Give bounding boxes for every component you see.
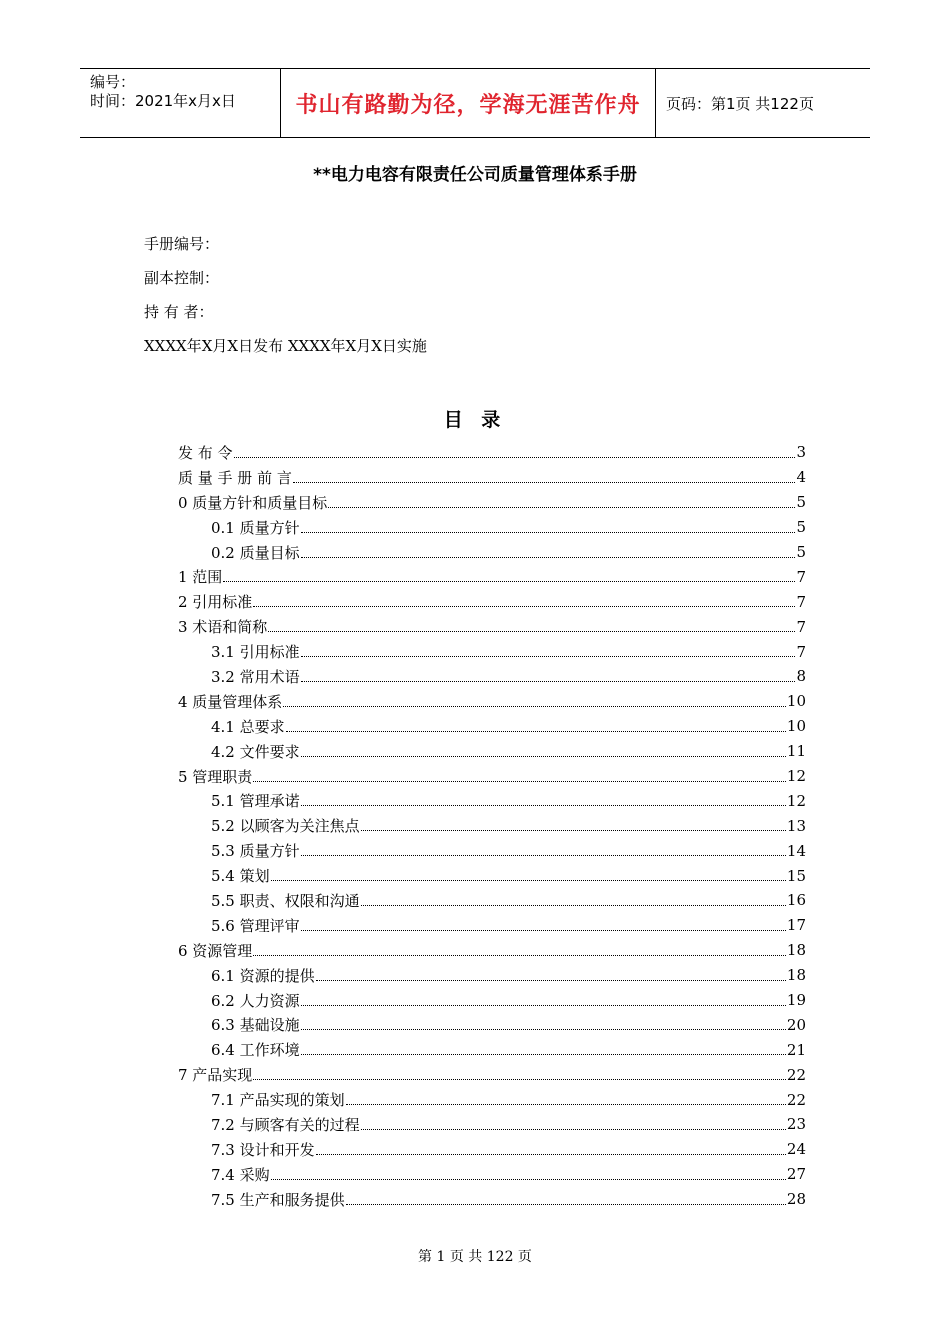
toc-entry-label: 4.2 文件要求 — [211, 742, 300, 761]
toc-entry[interactable] — [178, 564, 806, 589]
toc-entry[interactable] — [178, 813, 806, 838]
toc-leader-dots — [361, 905, 786, 906]
toc-leader-dots — [271, 1179, 786, 1180]
toc-leader-dots — [301, 1054, 786, 1055]
toc-entry-label: 6 资源管理 — [178, 941, 253, 960]
toc-entry-label: 5 管理职责 — [178, 767, 253, 786]
toc-entry[interactable] — [178, 788, 806, 813]
toc-entry-page: 21 — [786, 1040, 806, 1059]
toc-leader-dots — [301, 805, 786, 806]
toc-entry[interactable] — [178, 639, 806, 664]
toc-entry-label: 发 布 令 — [178, 443, 233, 462]
toc-entry-page: 7 — [796, 617, 806, 636]
toc-leader-dots — [234, 457, 796, 458]
publish-dates: XXXX年X月X日发布 XXXX年X月X日实施 — [144, 337, 427, 355]
toc-entry-label: 4 质量管理体系 — [178, 692, 283, 711]
toc-entry-page: 17 — [786, 916, 806, 935]
toc-entry-page: 7 — [796, 642, 806, 661]
toc-leader-dots — [301, 681, 796, 682]
toc-entry-page: 8 — [796, 667, 806, 686]
toc-entry-page: 11 — [786, 742, 806, 761]
toc-entry-label: 4.1 总要求 — [211, 717, 285, 736]
toc-entry-page: 12 — [786, 767, 806, 786]
toc-leader-dots — [286, 731, 786, 732]
toc-entry-label: 6.2 人力资源 — [211, 991, 300, 1010]
toc-entry-page: 23 — [786, 1115, 806, 1134]
toc-entry-label: 3 术语和简称 — [178, 618, 268, 637]
toc-entry[interactable] — [178, 938, 806, 963]
toc-entry-page: 7 — [796, 567, 806, 586]
toc-entry-label: 7.2 与顾客有关的过程 — [211, 1115, 360, 1134]
toc-entry-page: 28 — [786, 1190, 806, 1209]
toc-entry[interactable] — [178, 739, 806, 764]
toc-entry-page: 22 — [786, 1090, 806, 1109]
toc-entry-page: 18 — [786, 966, 806, 985]
toc-entry-page: 24 — [786, 1140, 806, 1159]
toc-leader-dots — [301, 855, 786, 856]
toc-entry-page: 10 — [786, 692, 806, 711]
toc-entry-page: 10 — [786, 717, 806, 736]
toc-entry[interactable] — [178, 689, 806, 714]
toc-leader-dots — [293, 482, 796, 483]
toc-entry-label: 质 量 手 册 前 言 — [178, 468, 292, 487]
toc-entry-label: 7.1 产品实现的策划 — [211, 1091, 345, 1110]
toc-entry[interactable] — [178, 664, 806, 689]
toc-entry[interactable] — [178, 1187, 806, 1212]
toc-leader-dots — [301, 1029, 786, 1030]
page-footer: 第 1 页 共 122 页 — [418, 1249, 532, 1265]
toc-leader-dots — [301, 930, 786, 931]
toc-leader-dots — [316, 980, 786, 981]
toc-entry-page: 3 — [796, 443, 806, 462]
toc-leader-dots — [283, 706, 786, 707]
toc-entry-label: 5.5 职责、权限和沟通 — [211, 891, 360, 910]
toc-entry-page: 20 — [786, 1015, 806, 1034]
toc-leader-dots — [346, 1104, 786, 1105]
toc-entry-label: 6.4 工作环境 — [211, 1041, 300, 1060]
toc-entry-label: 6.3 基础设施 — [211, 1016, 300, 1035]
toc-leader-dots — [328, 507, 795, 508]
toc-entry-label: 3.2 常用术语 — [211, 667, 300, 686]
toc-entry-page: 27 — [786, 1165, 806, 1184]
toc-entry-page: 18 — [786, 941, 806, 960]
toc-entry-page: 7 — [796, 592, 806, 611]
toc-entry[interactable] — [178, 888, 806, 913]
toc-entry-label: 5.3 质量方针 — [211, 842, 300, 861]
toc-entry[interactable] — [178, 1112, 806, 1137]
toc-leader-dots — [346, 1204, 786, 1205]
toc-leader-dots — [223, 581, 795, 582]
toc-entry-page: 16 — [786, 891, 806, 910]
header-meta — [80, 69, 281, 137]
toc-entry-label: 7 产品实现 — [178, 1066, 253, 1085]
toc-entry[interactable] — [178, 465, 806, 490]
toc-leader-dots — [301, 756, 786, 757]
toc-entry-label: 1 范围 — [178, 568, 223, 587]
toc-entry-label: 0.1 质量方针 — [211, 518, 300, 537]
toc-leader-dots — [361, 830, 786, 831]
toc-entry-page: 4 — [796, 468, 806, 487]
toc-leader-dots — [268, 631, 795, 632]
toc-entry[interactable] — [178, 1062, 806, 1087]
toc-entry-label: 3.1 引用标准 — [211, 643, 300, 662]
toc-entry-label: 0.2 质量目标 — [211, 543, 300, 562]
page-header — [80, 68, 870, 138]
toc-entry-page: 15 — [786, 866, 806, 885]
toc-entry-label: 7.4 采购 — [211, 1165, 270, 1184]
toc-entry[interactable] — [178, 714, 806, 739]
toc-entry[interactable] — [178, 1137, 806, 1162]
toc-entry[interactable] — [178, 1162, 806, 1187]
holder-field: 持 有 者： — [144, 303, 214, 321]
toc-entry-label: 0 质量方针和质量目标 — [178, 493, 328, 512]
toc-entry[interactable] — [178, 838, 806, 863]
toc-entry-label: 5.6 管理评审 — [211, 916, 300, 935]
toc-entry[interactable] — [178, 490, 806, 515]
table-of-contents — [178, 440, 806, 1212]
toc-entry-page: 5 — [796, 518, 806, 537]
toc-entry[interactable] — [178, 589, 806, 614]
toc-entry[interactable] — [178, 540, 806, 565]
toc-leader-dots — [253, 955, 786, 956]
toc-leader-dots — [301, 532, 796, 533]
toc-entry-label: 2 引用标准 — [178, 593, 253, 612]
toc-entry[interactable] — [178, 614, 806, 639]
toc-entry-page: 12 — [786, 791, 806, 810]
toc-entry[interactable] — [178, 440, 806, 465]
document-title: **电力电容有限责任公司质量管理体系手册 — [313, 165, 637, 185]
header-number-label: 编号： — [90, 73, 136, 91]
toc-entry-page: 5 — [796, 543, 806, 561]
toc-leader-dots — [301, 557, 796, 558]
header-page-info: 页码：第1页 共122页 — [666, 94, 814, 113]
toc-entry-page: 22 — [786, 1065, 806, 1084]
toc-leader-dots — [253, 781, 786, 782]
toc-entry-page: 14 — [786, 841, 806, 860]
toc-entry[interactable] — [178, 764, 806, 789]
toc-entry-label: 5.4 策划 — [211, 867, 270, 886]
header-time-label: 时间：2021年x月x日 — [90, 92, 236, 110]
toc-entry-page: 5 — [796, 493, 806, 512]
toc-entry-label: 5.2 以顾客为关注焦点 — [211, 817, 360, 836]
toc-entry[interactable] — [178, 1037, 806, 1062]
toc-entry-label: 7.3 设计和开发 — [211, 1140, 315, 1159]
toc-entry[interactable] — [178, 1087, 806, 1112]
toc-entry-page: 13 — [786, 816, 806, 835]
manual-number-field: 手册编号： — [144, 235, 220, 253]
toc-leader-dots — [316, 1154, 786, 1155]
toc-leader-dots — [253, 606, 795, 607]
toc-leader-dots — [301, 1005, 786, 1006]
toc-entry-label: 5.1 管理承诺 — [211, 792, 300, 811]
toc-entry[interactable] — [178, 1012, 806, 1037]
toc-entry[interactable] — [178, 988, 806, 1013]
header-motto: 书山有路勤为径，学海无涯苦作舟 — [281, 69, 656, 137]
toc-entry-label: 7.5 生产和服务提供 — [211, 1190, 345, 1209]
copy-control-field: 副本控制： — [144, 269, 220, 287]
toc-leader-dots — [271, 880, 786, 881]
toc-leader-dots — [301, 656, 796, 657]
toc-entry[interactable] — [178, 913, 806, 938]
toc-entry-page: 19 — [786, 991, 806, 1010]
toc-entry[interactable] — [178, 863, 806, 888]
toc-leader-dots — [361, 1129, 786, 1130]
toc-entry[interactable] — [178, 963, 806, 988]
toc-entry-label: 6.1 资源的提供 — [211, 966, 315, 985]
toc-entry[interactable] — [178, 515, 806, 540]
toc-title: 目 录 — [443, 409, 507, 431]
toc-leader-dots — [253, 1079, 786, 1080]
